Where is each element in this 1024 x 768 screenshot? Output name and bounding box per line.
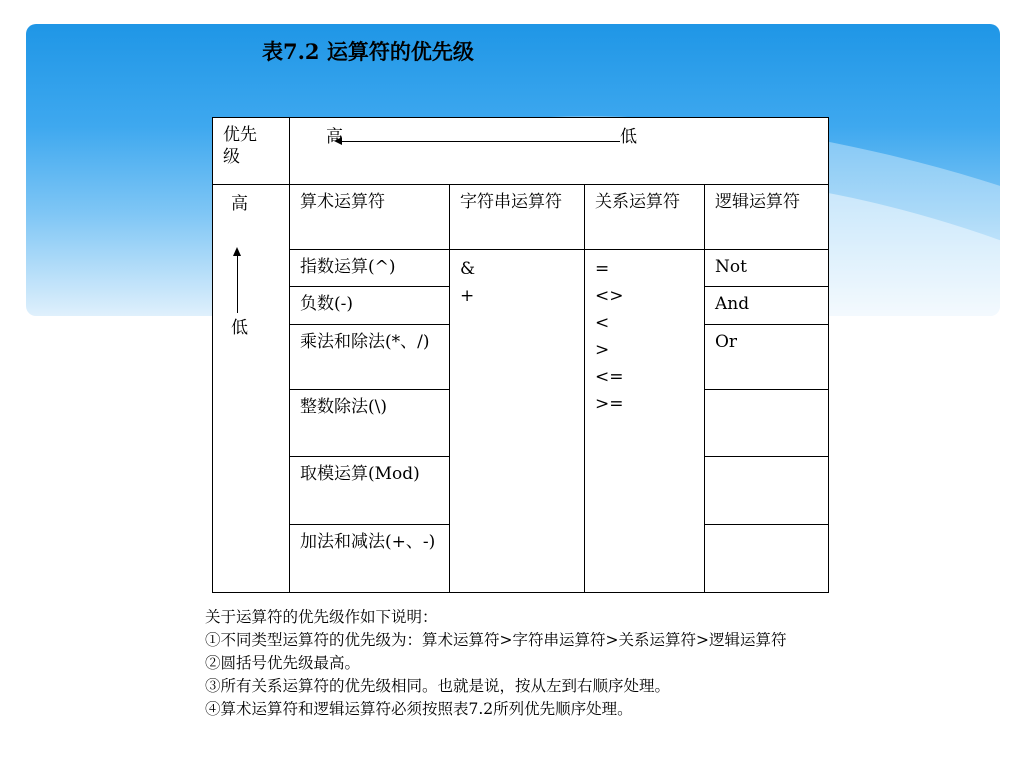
slide-title: 表7.2 运算符的优先级 bbox=[262, 39, 474, 64]
column-header: 逻辑运算符 bbox=[705, 185, 829, 250]
note-line: 关于运算符的优先级作如下说明： bbox=[205, 608, 438, 626]
arithmetic-cell: 负数(-) bbox=[290, 287, 450, 325]
string-operators-cell bbox=[450, 250, 585, 593]
horizontal-arrow-line bbox=[336, 141, 620, 142]
notes-block bbox=[205, 606, 786, 721]
arithmetic-cell: 整数除法(\) bbox=[290, 390, 450, 457]
priority-label-cell bbox=[213, 118, 290, 185]
priority-direction-cell bbox=[290, 118, 829, 185]
note-line: ②圆括号优先级最高。 bbox=[205, 654, 361, 672]
arithmetic-cell: 乘法和除法(*、/) bbox=[290, 325, 450, 390]
vertical-arrow-line bbox=[237, 255, 238, 313]
arithmetic-cell: 指数运算(^) bbox=[290, 250, 450, 287]
side-high-label: 高 bbox=[231, 194, 248, 214]
side-priority-cell bbox=[213, 185, 290, 593]
relational-operator: <> bbox=[595, 286, 624, 306]
relational-operator: <= bbox=[595, 367, 624, 387]
column-header: 字符串运算符 bbox=[450, 185, 585, 250]
relational-operator: > bbox=[595, 340, 610, 360]
string-operator: + bbox=[460, 286, 475, 306]
precedence-table bbox=[212, 117, 829, 593]
column-header: 算术运算符 bbox=[290, 185, 450, 250]
logical-cell: Not bbox=[705, 250, 829, 287]
logical-cell bbox=[705, 390, 829, 457]
relational-operator: < bbox=[595, 313, 610, 333]
arithmetic-cell: 取模运算(Mod) bbox=[290, 457, 450, 525]
left-arrow-icon bbox=[334, 137, 342, 145]
priority-low-label: 低 bbox=[620, 127, 637, 147]
note-line: ①不同类型运算符的优先级为：算术运算符>字符串运算符>关系运算符>逻辑运算符 bbox=[205, 631, 787, 649]
side-low-label: 低 bbox=[231, 318, 248, 338]
column-header: 关系运算符 bbox=[585, 185, 705, 250]
logical-cell bbox=[705, 457, 829, 525]
note-line: ③所有关系运算符的优先级相同。也就是说，按从左到右顺序处理。 bbox=[205, 677, 671, 695]
note-line: ④算术运算符和逻辑运算符必须按照表7.2所列优先顺序处理。 bbox=[205, 700, 633, 718]
relational-operator: >= bbox=[595, 394, 624, 414]
priority-label: 优先级 bbox=[223, 125, 257, 167]
priority-high-label: 高 bbox=[326, 127, 343, 147]
relational-operators-cell bbox=[585, 250, 705, 593]
column-header-row bbox=[213, 185, 829, 250]
logical-cell: Or bbox=[705, 325, 829, 390]
table-row bbox=[213, 250, 829, 287]
string-operator: & bbox=[460, 259, 476, 279]
arithmetic-cell: 加法和减法(+、-) bbox=[290, 525, 450, 593]
relational-operator: = bbox=[595, 259, 610, 279]
logical-cell: And bbox=[705, 287, 829, 325]
table-header-row bbox=[213, 118, 829, 185]
logical-cell bbox=[705, 525, 829, 593]
